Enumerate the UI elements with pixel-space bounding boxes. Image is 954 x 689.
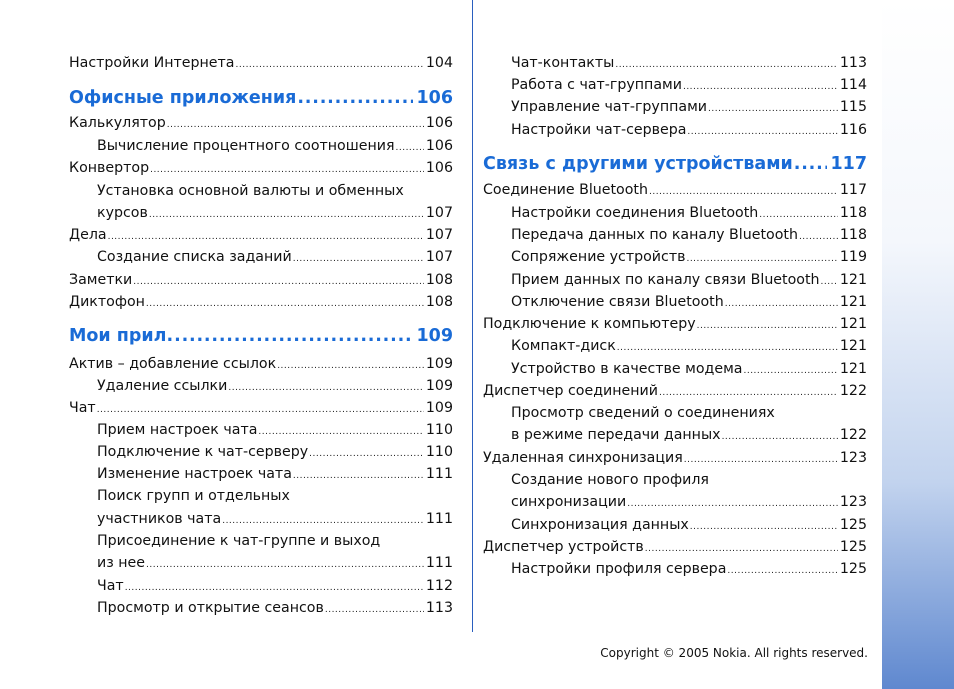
toc-entry (69, 464, 453, 484)
toc-entry (69, 225, 453, 245)
entry-title: Настройки соединения Bluetooth (511, 205, 759, 221)
copyright-notice: Copyright © 2005 Nokia. All rights reserved. (600, 646, 868, 660)
page-number: 122 (839, 383, 867, 399)
dot-leader (108, 227, 424, 247)
page-number: 113 (425, 600, 453, 616)
toc-entry (483, 75, 867, 95)
dot-leader (146, 294, 424, 314)
dot-leader (293, 249, 424, 269)
entry-title: Поиск групп и отдельных (97, 488, 290, 504)
dot-leader (133, 272, 424, 292)
entry-title: Вычисление процентного соотношения (97, 138, 395, 154)
toc-entry (69, 354, 453, 374)
toc-entry (69, 113, 453, 133)
page-number: 109 (425, 400, 453, 416)
page-number: 111 (425, 466, 453, 482)
toc-entry (69, 576, 453, 596)
toc-entry (69, 376, 453, 396)
page-number: 106 (425, 160, 453, 176)
dot-leader (697, 316, 838, 336)
page-number: 118 (839, 205, 867, 221)
dot-leader (627, 494, 838, 514)
page-number: 121 (839, 338, 867, 354)
dot-leader (325, 600, 424, 620)
page-number: 110 (425, 422, 453, 438)
page-number: 108 (425, 272, 453, 288)
toc-entry-line (69, 531, 453, 551)
entry-title: Дела (69, 227, 107, 243)
entry-title: Актив – добавление ссылок (69, 356, 277, 372)
decorative-sidebar-band (882, 0, 954, 689)
dot-leader (743, 361, 837, 381)
toc-entry (483, 97, 867, 117)
page-number: 111 (425, 511, 453, 527)
dot-leader (727, 561, 838, 581)
toc-entry (69, 292, 453, 312)
dot-leader (297, 86, 413, 110)
toc-entry (69, 53, 453, 73)
entry-title: Прием настроек чата (97, 422, 258, 438)
toc-entry (483, 515, 867, 535)
dot-leader (293, 466, 424, 486)
entry-title: Установка основной валюты и обменных (97, 183, 404, 199)
entry-title: Передача данных по каналу Bluetooth (511, 227, 798, 243)
dot-leader (708, 99, 838, 119)
entry-title: Изменение настроек чата (97, 466, 292, 482)
entry-title: Диспетчер соединений (483, 383, 658, 399)
entry-title: Отключение связи Bluetooth (511, 294, 724, 310)
dot-leader (174, 324, 413, 348)
page-number: 121 (839, 361, 867, 377)
entry-title: Подключение к компьютеру (483, 316, 696, 332)
dot-leader (97, 400, 424, 420)
page-number: 115 (839, 99, 867, 115)
toc-section-heading (69, 324, 453, 348)
entry-title: Соединение Bluetooth (483, 182, 648, 198)
toc-entry (483, 336, 867, 356)
page-number: 123 (839, 450, 867, 466)
entry-title: из нее (97, 555, 146, 571)
toc-entry (69, 398, 453, 418)
entry-title: Чат-контакты (511, 55, 615, 71)
dot-leader (649, 182, 838, 202)
dot-leader (799, 227, 838, 247)
toc-entry (483, 53, 867, 73)
entry-title: Работа с чат-группами (511, 77, 682, 93)
entry-title: Чат (69, 400, 96, 416)
toc-entry (483, 492, 867, 512)
entry-title: Просмотр сведений о соединениях (511, 405, 775, 421)
page-number: 107 (425, 249, 453, 265)
dot-leader (222, 511, 424, 531)
entry-title: Подключение к чат-серверу (97, 444, 309, 460)
entry-title: Присоединение к чат-группе и выход (97, 533, 381, 549)
toc-entry (483, 120, 867, 140)
entry-title: Управление чат-группами (511, 99, 707, 115)
page-number: 107 (425, 205, 453, 221)
toc-entry-line (69, 181, 453, 201)
dot-leader (687, 122, 837, 142)
dot-leader (167, 115, 424, 135)
dot-leader (686, 249, 837, 269)
toc-entry (69, 270, 453, 290)
dot-leader (617, 338, 838, 358)
entry-title: Чат (97, 578, 124, 594)
toc-entry (483, 359, 867, 379)
entry-title: Компакт-диск (511, 338, 616, 354)
entry-title: Синхронизация данных (511, 517, 689, 533)
dot-leader (228, 378, 424, 398)
toc-entry (483, 314, 867, 334)
toc-entry (483, 537, 867, 557)
entry-title: Заметки (69, 272, 133, 288)
toc-entry (483, 381, 867, 401)
toc-entry (483, 247, 867, 267)
page-number: 125 (839, 539, 867, 555)
entry-title: Создание списка заданий (97, 249, 292, 265)
column-divider (472, 0, 473, 632)
dot-leader (794, 152, 828, 176)
entry-title: Устройство в качестве модема (511, 361, 743, 377)
dot-leader (150, 160, 424, 180)
toc-section-heading (69, 86, 453, 110)
page-number: 111 (425, 555, 453, 571)
toc-entry (483, 425, 867, 445)
page-number: 119 (839, 249, 867, 265)
toc-entry (69, 442, 453, 462)
page-number: 104 (425, 55, 453, 71)
entry-title: в режиме передачи данных (511, 427, 721, 443)
dot-leader (722, 427, 838, 447)
page-number: 106 (425, 115, 453, 131)
page-number: 123 (839, 494, 867, 510)
dot-leader (309, 444, 424, 464)
page-number: 118 (839, 227, 867, 243)
page-number: 114 (839, 77, 867, 93)
dot-leader (690, 517, 838, 537)
page-number: 109 (425, 378, 453, 394)
page-number: 121 (839, 294, 867, 310)
toc-entry (483, 270, 867, 290)
page-number: 116 (839, 122, 867, 138)
toc-entry (483, 203, 867, 223)
entry-title: Конвертор (69, 160, 150, 176)
dot-leader (683, 77, 838, 97)
dot-leader (725, 294, 838, 314)
entry-title: Настройки Интернета (69, 55, 235, 71)
entry-title: Диспетчер устройств (483, 539, 644, 555)
dot-leader (149, 205, 424, 225)
toc-entry (483, 448, 867, 468)
toc-entry-line (483, 470, 867, 490)
page-number: 109 (425, 356, 453, 372)
page-number: 117 (830, 154, 867, 174)
entry-title: Удаление ссылки (97, 378, 228, 394)
dot-leader (659, 383, 838, 403)
toc-entry (69, 136, 453, 156)
toc-entry (483, 292, 867, 312)
entry-title: участников чата (97, 511, 222, 527)
toc-section-heading (483, 152, 867, 176)
toc-entry (69, 553, 453, 573)
entry-title: Просмотр и открытие сеансов (97, 600, 324, 616)
toc-entry (483, 559, 867, 579)
page-number: 106 (416, 88, 453, 108)
entry-title: Создание нового профиля (511, 472, 709, 488)
page-number: 122 (839, 427, 867, 443)
page-number: 109 (416, 326, 453, 346)
page-number: 113 (839, 55, 867, 71)
toc-entry (69, 598, 453, 618)
dot-leader (235, 55, 423, 75)
dot-leader (759, 205, 838, 225)
page-number: 121 (839, 316, 867, 332)
entry-title: синхронизации (511, 494, 627, 510)
page-number: 108 (425, 294, 453, 310)
entry-title: Удаленная синхронизация (483, 450, 683, 466)
entry-title: Прием данных по каналу связи Bluetooth (511, 272, 820, 288)
dot-leader (125, 578, 424, 598)
toc-entry (69, 509, 453, 529)
page-number: 106 (425, 138, 453, 154)
dot-leader (684, 450, 838, 470)
section-title: Связь с другими устройствами (483, 154, 793, 174)
page-number: 107 (425, 227, 453, 243)
dot-leader (277, 356, 424, 376)
entry-title: Настройки профиля сервера (511, 561, 727, 577)
toc-entry (483, 225, 867, 245)
dot-leader (821, 272, 838, 292)
section-title: Мои прил. (69, 326, 174, 346)
entry-title: Калькулятор (69, 115, 166, 131)
dot-leader (395, 138, 423, 158)
page-number: 112 (425, 578, 453, 594)
page-number: 117 (839, 182, 867, 198)
entry-title: Настройки чат-сервера (511, 122, 687, 138)
page-number: 125 (839, 561, 867, 577)
entry-title: Сопряжение устройств (511, 249, 686, 265)
section-title: Офисные приложения (69, 88, 297, 108)
page-number: 110 (425, 444, 453, 460)
dot-leader (615, 55, 838, 75)
toc-entry (69, 203, 453, 223)
page-number: 125 (839, 517, 867, 533)
toc-entry (69, 247, 453, 267)
dot-leader (258, 422, 424, 442)
entry-title: курсов (97, 205, 148, 221)
page-number: 121 (839, 272, 867, 288)
toc-entry (483, 180, 867, 200)
toc-entry (69, 158, 453, 178)
dot-leader (645, 539, 838, 559)
toc-entry-line (69, 486, 453, 506)
entry-title: Диктофон (69, 294, 145, 310)
toc-entry-line (483, 403, 867, 423)
toc-entry (69, 420, 453, 440)
dot-leader (146, 555, 424, 575)
